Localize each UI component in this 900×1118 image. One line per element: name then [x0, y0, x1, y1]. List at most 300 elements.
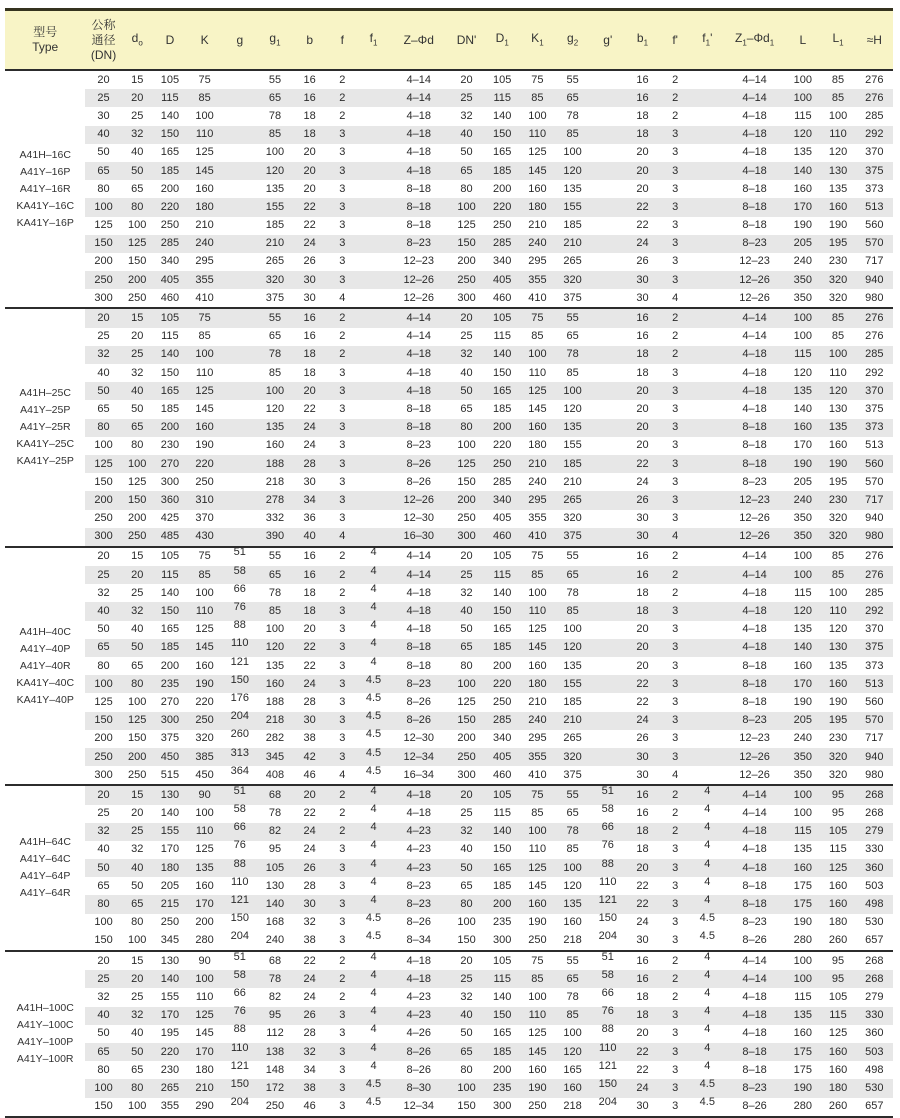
type-label-cell	[5, 785, 85, 951]
type-label: A41Y–40R	[19, 659, 71, 672]
table-cell: 24	[293, 675, 327, 693]
table-cell	[222, 70, 257, 89]
table-cell: 4–23	[389, 1007, 448, 1025]
table-cell: 26	[625, 491, 659, 509]
table-cell: 3	[660, 126, 691, 144]
table-cell: 100	[563, 623, 582, 636]
table-cell: 125	[85, 455, 121, 473]
table-cell: 300	[94, 768, 113, 781]
table-cell	[691, 877, 724, 895]
table-cell: 172	[257, 1079, 292, 1097]
table-cell: 65	[448, 639, 484, 657]
table-cell: 20	[636, 623, 649, 636]
table-cell	[590, 895, 625, 913]
table-cell: 276	[856, 547, 893, 566]
table-cell: 8–18	[724, 198, 785, 216]
table-cell	[222, 841, 257, 859]
table-cell: 80	[97, 182, 110, 195]
table-cell	[691, 198, 724, 216]
table-cell: 120	[555, 639, 590, 657]
table-cell: 300	[457, 768, 476, 781]
table-cell: 8–26	[389, 1043, 448, 1061]
table-cell: 210	[563, 475, 582, 488]
table-cell: 130	[153, 785, 187, 804]
type-label: A41Y–64P	[20, 870, 71, 883]
table-cell: 120	[265, 402, 285, 415]
table-cell: 105	[485, 308, 520, 327]
table-cell: 320	[257, 271, 292, 289]
cell-value: 4.5	[699, 1096, 715, 1109]
table-cell: 18	[293, 602, 327, 620]
table-cell: 180	[153, 859, 187, 877]
table-cell: 32	[460, 586, 473, 599]
table-cell: 3	[660, 419, 691, 437]
table-cell: 24	[293, 970, 327, 988]
table-cell: 140	[493, 586, 512, 599]
table-cell: 300	[448, 528, 484, 547]
table-cell: 65	[448, 1043, 484, 1061]
table-cell: 85	[831, 73, 845, 86]
table-cell: 80	[460, 182, 473, 195]
table-cell: 140	[493, 990, 512, 1003]
table-cell: 32	[131, 843, 144, 856]
cell-value: 66	[601, 821, 614, 834]
type-label: A41H–40C	[19, 625, 71, 638]
table-cell: 16	[303, 330, 316, 343]
table-cell: 135	[265, 182, 285, 195]
table-cell	[691, 400, 724, 418]
table-cell: 430	[187, 528, 222, 547]
table-cell	[691, 712, 724, 730]
table-cell	[590, 528, 625, 547]
table-cell: 8–23	[389, 675, 448, 693]
column-header-type: 型号 Type	[5, 10, 85, 71]
table-cell: 3	[672, 219, 679, 232]
type-label: KA41Y–25C	[16, 438, 75, 451]
table-cell	[691, 547, 724, 566]
table-cell	[358, 1061, 389, 1079]
table-header	[5, 10, 893, 71]
table-cell: 20	[293, 382, 327, 400]
table-row	[5, 1079, 893, 1097]
table-cell: 20	[122, 970, 153, 988]
table-row	[5, 823, 893, 841]
table-cell: 12–26	[403, 291, 435, 304]
table-cell: 180	[520, 198, 555, 216]
table-cell: 185	[555, 455, 590, 473]
table-cell: 135	[555, 895, 590, 913]
table-row	[5, 639, 893, 657]
table-cell: 140	[257, 895, 292, 913]
table-cell	[590, 364, 625, 382]
table-cell: 570	[856, 712, 893, 730]
column-header: g	[222, 10, 257, 71]
table-cell: 340	[160, 255, 180, 268]
table-cell: 32	[122, 1007, 153, 1025]
table-cell	[222, 455, 257, 473]
table-cell	[590, 1025, 625, 1043]
table-cell: 190	[187, 675, 222, 693]
table-cell: 180	[528, 439, 547, 452]
table-cell: 278	[257, 491, 292, 509]
table-cell: 240	[793, 255, 813, 268]
table-cell: 276	[865, 73, 884, 86]
cell-value: 4	[370, 1041, 377, 1054]
table-cell: 80	[85, 419, 121, 437]
table-cell: 295	[528, 732, 547, 745]
table-cell: 40	[85, 1007, 121, 1025]
table-cell: 50	[97, 1027, 110, 1040]
table-cell: 160	[793, 182, 813, 195]
table-cell	[590, 253, 625, 271]
table-cell: 40	[131, 623, 144, 636]
table-cell	[222, 253, 257, 271]
table-cell: 65	[131, 182, 144, 195]
table-cell: 68	[257, 951, 292, 970]
table-cell	[590, 89, 625, 107]
table-cell: 350	[793, 291, 813, 304]
table-row	[5, 988, 893, 1006]
table-cell	[222, 289, 257, 308]
table-cell	[691, 566, 724, 584]
table-cell: 12–26	[724, 528, 785, 547]
table-cell: 100	[820, 346, 855, 364]
table-cell: 82	[257, 823, 292, 841]
table-cell: 95	[831, 807, 845, 820]
table-cell: 32	[85, 346, 121, 364]
table-cell: 980	[865, 291, 884, 304]
table-cell: 2	[339, 73, 346, 86]
table-cell: 8–18	[742, 439, 767, 452]
table-cell: 85	[531, 807, 544, 820]
table-cell: 115	[153, 89, 187, 107]
table-cell: 3	[339, 879, 346, 892]
table-cell: 2	[339, 330, 346, 343]
table-cell: 8–26	[742, 1100, 767, 1113]
table-cell: 2	[327, 308, 358, 327]
column-header: $f_1$	[358, 10, 389, 71]
table-cell: 160	[187, 419, 222, 437]
table-cell: 85	[820, 547, 855, 566]
table-cell: 513	[865, 439, 884, 452]
table-cell: 160	[528, 659, 547, 672]
table-cell: 115	[161, 330, 179, 343]
table-cell	[358, 859, 389, 877]
table-cell: 85	[198, 330, 211, 343]
table-cell: 4–18	[742, 623, 767, 636]
table-cell: 85	[520, 970, 555, 988]
table-cell: 100	[793, 807, 813, 820]
table-cell	[358, 1098, 389, 1117]
table-cell	[358, 198, 389, 216]
table-row	[5, 766, 893, 785]
table-cell: 2	[660, 547, 691, 566]
table-cell: 50	[448, 859, 484, 877]
cell-value: 4	[704, 857, 711, 870]
table-cell: 85	[187, 89, 222, 107]
table-cell: 85	[820, 566, 855, 584]
table-cell: 295	[528, 255, 547, 268]
table-cell: 250	[85, 271, 121, 289]
table-cell: 110	[820, 602, 855, 620]
cell-value: 4	[704, 821, 711, 834]
table-cell: 78	[257, 970, 292, 988]
table-cell	[691, 914, 724, 932]
table-cell: 100	[195, 109, 214, 122]
table-cell: 22	[625, 455, 659, 473]
table-cell	[691, 1025, 724, 1043]
table-cell: 90	[187, 785, 222, 804]
table-cell	[222, 491, 257, 509]
table-cell: 22	[303, 219, 316, 232]
table-cell: 220	[153, 198, 187, 216]
table-cell	[691, 510, 724, 528]
table-cell: 75	[187, 308, 222, 327]
table-cell: 20	[131, 330, 144, 343]
table-cell: 8–18	[389, 639, 448, 657]
table-cell: 320	[820, 748, 855, 766]
table-cell: 75	[520, 951, 555, 970]
table-cell: 100	[555, 382, 590, 400]
table-cell: 4–18	[406, 366, 431, 379]
table-cell: 285	[485, 235, 520, 253]
table-cell: 360	[856, 859, 893, 877]
table-cell: 95	[820, 970, 855, 988]
table-cell: 180	[195, 1063, 214, 1076]
table-cell: 55	[555, 308, 590, 327]
table-row	[5, 491, 893, 509]
table-cell: 250	[448, 271, 484, 289]
table-cell: 218	[563, 1100, 582, 1113]
table-cell	[590, 547, 625, 566]
table-cell: 120	[563, 879, 582, 892]
table-cell: 292	[856, 602, 893, 620]
table-cell: 345	[257, 748, 292, 766]
table-cell: 4–18	[742, 586, 767, 599]
table-cell: 160	[520, 895, 555, 913]
table-cell: 8–30	[389, 1079, 448, 1097]
table-cell: 115	[485, 89, 520, 107]
table-cell: 160	[520, 419, 555, 437]
table-cell: 2	[660, 566, 691, 584]
table-cell: 3	[327, 895, 358, 913]
table-cell: 4–14	[724, 566, 785, 584]
table-cell	[222, 675, 257, 693]
table-cell: 160	[257, 675, 292, 693]
table-cell: 20	[448, 547, 484, 566]
table-cell: 2	[327, 785, 358, 804]
cell-value: 4	[370, 1005, 377, 1018]
table-cell: 360	[865, 1027, 884, 1040]
table-cell: 279	[865, 990, 884, 1003]
table-cell: 100	[85, 198, 121, 216]
table-cell: 100	[785, 89, 820, 107]
table-cell: 165	[493, 1027, 512, 1040]
table-cell	[222, 510, 257, 528]
table-cell: 940	[856, 748, 893, 766]
table-cell: 320	[828, 768, 848, 781]
table-cell: 100	[785, 970, 820, 988]
table-cell: 3	[672, 255, 679, 268]
table-cell: 250	[160, 916, 180, 929]
cell-value: 76	[601, 1005, 614, 1018]
type-label: KA41Y–40P	[16, 693, 74, 706]
table-cell: 38	[293, 1079, 327, 1097]
table-cell: 373	[865, 659, 884, 672]
table-cell: 188	[265, 695, 285, 708]
table-cell: 4–18	[406, 623, 431, 636]
table-cell: 170	[785, 675, 820, 693]
table-cell: 8–23	[742, 916, 767, 929]
table-cell: 65	[257, 89, 292, 107]
column-header: 公称 通径 (DN)	[85, 10, 121, 71]
table-cell: 250	[265, 1100, 285, 1113]
table-cell: 4–26	[406, 1027, 431, 1040]
table-cell: 285	[153, 235, 187, 253]
table-cell	[691, 693, 724, 711]
table-cell: 265	[265, 255, 285, 268]
table-cell: 16	[625, 89, 659, 107]
table-cell: 4–18	[406, 586, 431, 599]
table-cell: 34	[303, 1063, 316, 1076]
cell-value: 51	[601, 784, 614, 797]
table-cell: 3	[339, 659, 346, 672]
table-cell	[358, 308, 389, 327]
table-cell: 282	[265, 732, 285, 745]
table-cell: 375	[555, 528, 590, 547]
table-cell: 65	[85, 162, 121, 180]
table-cell: 110	[820, 126, 855, 144]
table-cell: 4–23	[406, 990, 431, 1003]
table-cell: 190	[793, 219, 813, 232]
table-cell: 32	[97, 990, 110, 1003]
table-cell: 40	[85, 126, 121, 144]
table-cell: 200	[122, 271, 153, 289]
table-cell: 85	[555, 602, 590, 620]
table-cell: 95	[820, 785, 855, 804]
table-cell: 105	[820, 823, 855, 841]
table-cell: 3	[339, 1100, 346, 1113]
table-cell: 78	[566, 109, 579, 122]
table-cell	[358, 895, 389, 913]
type-label: A41Y–40P	[20, 642, 71, 655]
table-cell: 65	[122, 419, 153, 437]
table-cell: 20	[636, 439, 649, 452]
table-cell: 330	[865, 843, 884, 856]
table-row	[5, 951, 893, 970]
table-row	[5, 198, 893, 216]
cell-value: 4	[370, 655, 377, 668]
table-cell: 20	[625, 162, 659, 180]
table-cell: 3	[339, 146, 346, 159]
table-cell: 80	[122, 198, 153, 216]
table-cell: 218	[257, 712, 292, 730]
table-row	[5, 748, 893, 766]
table-cell: 65	[460, 879, 473, 892]
cell-value: 110	[231, 637, 249, 650]
cell-value: 88	[601, 1023, 614, 1036]
table-cell: 940	[865, 512, 884, 525]
table-cell: 32	[303, 916, 316, 929]
table-row	[5, 805, 893, 823]
table-cell: 190	[793, 916, 813, 929]
table-row	[5, 602, 893, 620]
table-row	[5, 932, 893, 951]
table-cell: 20	[85, 785, 121, 804]
column-header: $g_1$	[257, 10, 292, 71]
table-cell: 280	[195, 934, 214, 947]
table-cell: 210	[555, 712, 590, 730]
table-cell: 16–30	[389, 528, 448, 547]
table-cell	[222, 748, 257, 766]
table-cell: 75	[520, 308, 555, 327]
table-cell: 125	[457, 695, 476, 708]
table-cell: 24	[293, 419, 327, 437]
cell-value: 4	[370, 784, 377, 797]
column-header: $f_1'$	[691, 10, 724, 71]
table-cell: 40	[97, 366, 110, 379]
table-cell: 300	[160, 475, 180, 488]
table-cell	[358, 823, 389, 841]
table-cell	[358, 217, 389, 235]
table-cell: 25	[97, 807, 110, 820]
cell-value: 4	[704, 986, 711, 999]
table-cell	[222, 859, 257, 877]
cell-value: 66	[233, 582, 246, 595]
table-cell: 3	[327, 859, 358, 877]
table-cell: 260	[828, 1100, 848, 1113]
table-cell	[222, 528, 257, 547]
table-cell: 980	[856, 528, 893, 547]
table-cell: 32	[85, 823, 121, 841]
table-cell: 292	[856, 126, 893, 144]
table-cell: 320	[820, 271, 855, 289]
table-cell	[358, 364, 389, 382]
table-cell: 3	[660, 382, 691, 400]
table-cell: 120	[785, 126, 820, 144]
cell-value: 88	[233, 619, 246, 632]
table-cell: 4–18	[389, 970, 448, 988]
table-cell: 110	[187, 823, 222, 841]
table-cell: 125	[122, 235, 153, 253]
type-label: KA41Y–25P	[16, 455, 74, 468]
table-cell: 100	[828, 586, 848, 599]
table-cell	[590, 510, 625, 528]
table-cell: 250	[448, 748, 484, 766]
table-cell	[590, 951, 625, 970]
table-cell: 100	[520, 823, 555, 841]
table-cell: 2	[327, 89, 358, 107]
table-cell	[222, 877, 257, 895]
cell-value: 4	[370, 601, 377, 614]
table-cell	[590, 932, 625, 951]
table-cell: 250	[485, 455, 520, 473]
table-cell	[590, 126, 625, 144]
cell-value: 4	[704, 950, 711, 963]
table-row	[5, 126, 893, 144]
table-cell: 18	[625, 1007, 659, 1025]
table-cell: 100	[187, 970, 222, 988]
table-cell: 115	[485, 566, 520, 584]
table-cell: 110	[195, 366, 214, 379]
table-cell	[691, 951, 724, 970]
table-cell: 250	[122, 528, 153, 547]
table-cell: 145	[520, 162, 555, 180]
table-cell: 657	[865, 1100, 884, 1113]
table-row	[5, 437, 893, 455]
table-cell: 3	[327, 126, 358, 144]
table-cell: 16	[636, 807, 649, 820]
